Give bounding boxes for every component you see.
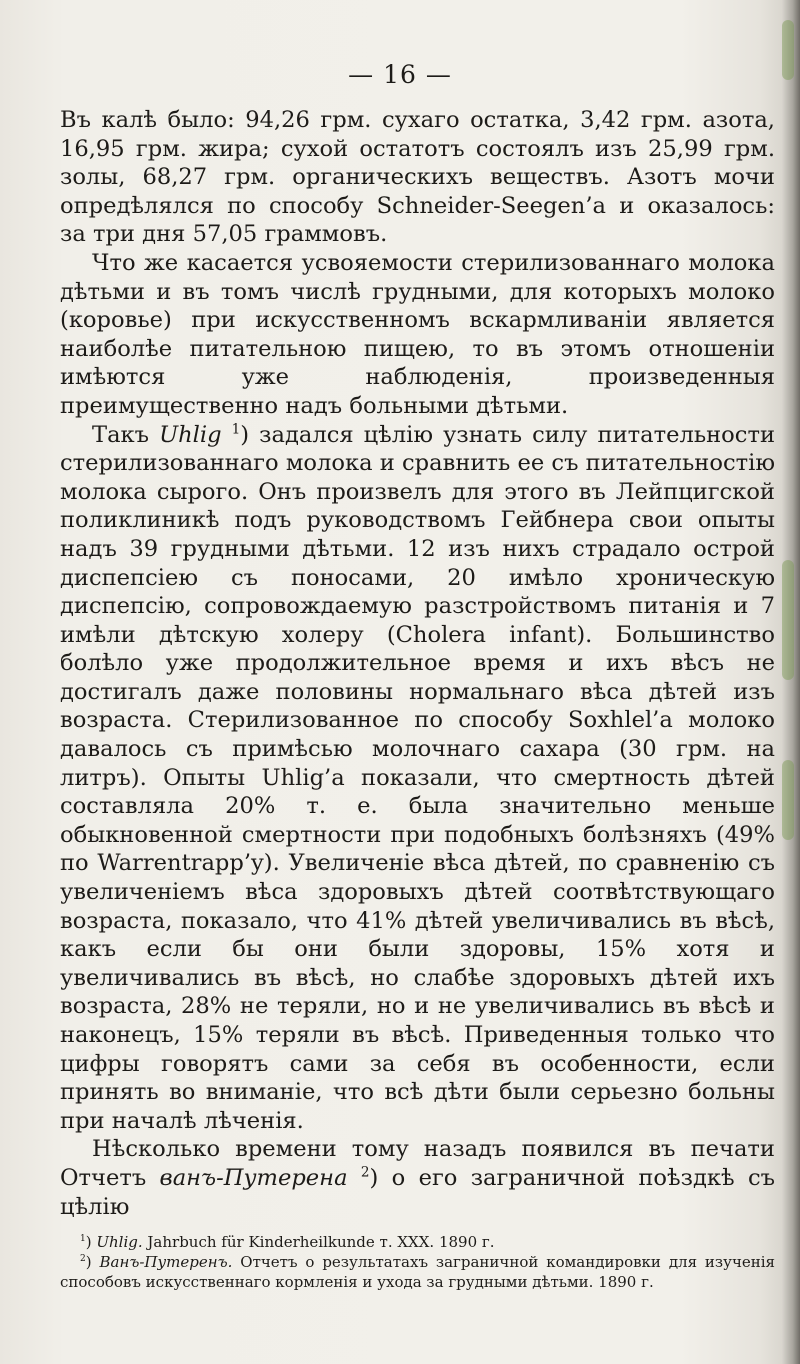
main-text: [60, 106, 775, 1221]
paper-stain: [782, 560, 794, 680]
footnote-text: Отчетъ о результатахъ заграничной командировки для изученія способовъ искусственнаго кормленія и ухода за грудными дѣтьми. 1890 г.: [60, 1253, 775, 1291]
footnote-ref: 1: [231, 421, 241, 437]
author-name: Uhlig: [159, 421, 222, 448]
footnote-text: Jahrbuch für Kinderheilkunde т. XXX. 1890 г.: [142, 1233, 495, 1251]
page-number: — 16 —: [348, 60, 452, 89]
footnote-author: Ванъ-Путеренъ.: [99, 1253, 233, 1271]
footnote-number: 1: [80, 1234, 86, 1244]
footnote: $^1$) Uhlig. Jahrbuch für Kinderheilkunde т. XXX. 1890 г.: [80, 1233, 495, 1251]
paragraph-van-puteren: [60, 1135, 775, 1221]
paper-stain: [782, 760, 794, 840]
paragraph: Что же касается усвояемости стерилизованнаго молока дѣтьми и въ томъ числѣ грудными, для которыхъ молоко (коровье) при искусственномъ вскармливаніи является наиболѣе питательною пищею, то въ этомъ отношеніи имѣются уже наблюденія, произведенныя преимущественно надъ больными дѣтьми.: [60, 249, 775, 419]
author-name: ванъ-Путерена: [159, 1164, 348, 1191]
footnote-number: 2: [80, 1254, 86, 1264]
text-run: ) о его заграничной поѣздкѣ съ цѣлію: [60, 1164, 775, 1220]
footnote: $^2$) Ванъ-Путеренъ. Отчетъ о результатахъ заграничной командировки для изученія способовъ искусственнаго кормленія и ухода за грудными дѣтьми. 1890 г.: [60, 1253, 775, 1291]
text-run: Нѣсколько времени тому назадъ появился въ печати Отчетъ: [60, 1136, 775, 1191]
footnote-author: Uhlig.: [96, 1233, 143, 1251]
footnote-ref: 2: [360, 1164, 370, 1181]
text-run: ) задался цѣлію узнать силу питательности стерилизованнаго молока и сравнить ее съ питательностію молока сырого. Онъ произвелъ для этого въ Лейпцигской поликлиникѣ подъ руководствомъ Гейбнера свои опыты надъ 39 грудными дѣтьми. 12 изъ нихъ страдало острой диспепсіею съ поносами, 20 имѣло хроническую диспепсію, сопровождаемую разстройствомъ питанія и 7 имѣли дѣтскую холеру (Cholera infant). Большинство болѣло уже продолжительное время и ихъ вѣсъ не достигалъ даже половины нормальнаго вѣса дѣтей изъ возраста. Стерилизованное по способу Soxhlel’a молоко давалось съ примѣсью молочнаго сахара (30 грм. на литръ). Опыты Uhlig’a показали, что смертность дѣтей составляла 20% т. е. была значительно меньше обыкновенной смертности при подобныхъ болѣзняхъ (49% по Warrentrapp’y). Увеличеніе вѣса дѣтей, по сравненію съ увеличеніемъ вѣса здоровыхъ дѣтей соотвѣтствующаго возраста, показало, что 41% дѣтей увеличивались въ вѣсѣ, какъ если бы они были здоровы, 15% хотя и увеличивались въ вѣсѣ, но слабѣе здоровыхъ дѣтей ихъ возраста, 28% не теряли, но и не увеличивались въ вѣсѣ и наконецъ, 15% теряли въ вѣсѣ. Приведенныя только что цифры говорятъ сами за себя въ особенности, если принять во вниманіе, что всѣ дѣти были серьезно больны при началѣ лѣченія.: [60, 421, 776, 1134]
paragraph-uhlig: [60, 421, 775, 1136]
footnotes: [60, 1232, 775, 1292]
page-edge-shadow: [782, 0, 800, 1364]
paragraph: Въ калѣ было: 94,26 грм. сухаго остатка, 3,42 грм. азота, 16,95 грм. жира; сухой остатотъ состоялъ изъ 25,99 грм. золы, 68,27 грм. органическихъ веществъ. Азотъ мочи опредѣлялся по способу Schneider-Seegen’a и оказалось: за три дня 57,05 граммовъ.: [60, 107, 775, 248]
text-run: Такъ: [92, 421, 160, 448]
